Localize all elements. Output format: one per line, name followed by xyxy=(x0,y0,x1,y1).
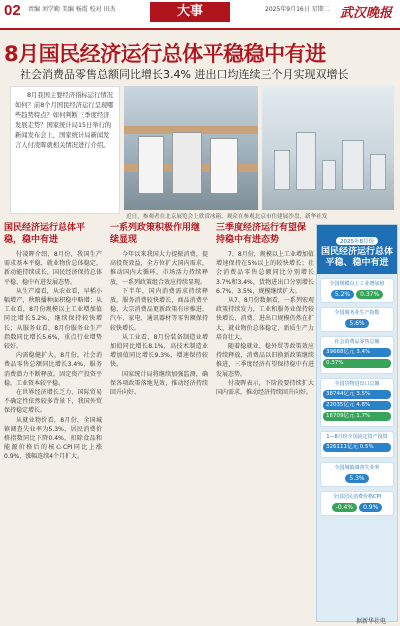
paragraph: 下半年，国内消费需求持续释放，服务消费较快增长，商品消费平稳，大宗消费品更新政策有序推进，汽车、家电、通讯器材等零售额保持较快增长。 xyxy=(110,287,208,332)
infographic-block-label: 全国服务业生产指数 xyxy=(334,310,380,316)
paragraph: 付凌晖表示，下阶段要持续扩大国内需求，推动经济持续回升向好。 xyxy=(216,379,314,397)
paragraph: 从生产端看，从农业看，早稻小幅增产，秋粮播种面积稳中略增；从工业看，8月份规模以上工业增加值同比增长5.2%，继续保持较快增长；从服务业看，8月份服务业生产指数同比增长5.6%，重点行业增势较好。 xyxy=(4,287,102,351)
page-number: 02 xyxy=(4,2,21,19)
infographic-value: 5.2% xyxy=(331,290,354,299)
infographic-block-label: 全国货物进出口总额 xyxy=(334,381,380,387)
infographic-value: -0.4% xyxy=(332,503,357,512)
intro-box xyxy=(10,86,120,214)
infographic-block-label: 社会消费品零售总额 xyxy=(334,339,380,345)
infographic-value-bar: 22035亿元 4.8% xyxy=(323,401,391,410)
infographic-block xyxy=(320,462,394,487)
paragraph: 7、8月份，规模以上工业增加值增速保持在5%以上的较快增长；社会消费品零售总额同比分别增长3.7%和3.4%，货物进出口分别增长6.7%、3.5%，规模继续扩大。 xyxy=(216,251,314,295)
paragraph: 从7、8月份数据看，一系列宏观政策持续发力，工业和服务业保持较快增长，消费、进出口规模仍然在扩大，就业物价总体稳定，新质生产力培育壮大。 xyxy=(216,297,314,341)
infographic-block-label: 1—8月份全国固定资产投资 xyxy=(326,434,388,440)
infographic-title: 国民经济运行总体平稳、稳中有进 xyxy=(320,247,393,268)
infographic-value: 0.9% xyxy=(359,503,382,512)
infographic-panel xyxy=(316,224,398,622)
section-label: 大事 xyxy=(150,2,230,22)
infographic-block xyxy=(320,278,394,303)
intro-text: 8月我国主要经济指标运行情况如何？前8个月国民经济运行呈现哪些趋势特点？如何判断三季度经济发展走势？国家统计局15日举行的新闻发布会上，国家统计局新闻发言人付凌晖就相关情况进行介绍。 xyxy=(15,92,114,149)
paragraph: 今年以来我国大力提振消费，提高投资效益，全方位扩大国内需求，推动国内大循环，市场活力持续释放，一系列政策组合效应持续显现。 xyxy=(110,251,208,286)
article-column-2 xyxy=(110,222,208,622)
photo-appliance-expo xyxy=(124,86,258,210)
masthead xyxy=(0,0,400,30)
infographic-block xyxy=(320,336,394,374)
infographic-blocks xyxy=(317,278,397,516)
infographic-value: 0.37% xyxy=(356,290,383,299)
infographic-block xyxy=(320,491,394,516)
issue-date: 2025年9月16日 星期二 xyxy=(265,6,330,13)
column-heading: 一系列政策积极作用继续显现 xyxy=(110,223,201,245)
subheadline: 社会消费品零售总额同比增长3.4% 进出口均连续三个月实现双增长 xyxy=(20,68,349,81)
infographic-value-bar: 326111亿元 0.5% xyxy=(323,443,391,452)
paragraph: 内需稳健扩大。8月份，社会消费品零售总额同比增长3.4%，服务消费潜力不断释放。固定资产投资平稳，工业资本较平稳。 xyxy=(4,352,102,387)
infographic-date: 2025年8月份 xyxy=(336,237,378,245)
infographic-value-bar: 16709亿元 1.7% xyxy=(323,412,391,421)
paragraph: 从就业物价看，8月份，全国城镇调查失业率为5.3%，居民消费价格指数同比下降0.4%，扣除食品和能源价格后的核心CPI同比上涨0.9%，涨幅连续4个月扩大。 xyxy=(4,416,102,461)
byline: 据新华社电 xyxy=(356,618,387,625)
paragraph: 付凌晖介绍，8月份，我国生产需求基本平稳，就业物价总体稳定，新动能持续成长，国民经济保持总体平稳、稳中有进发展态势。 xyxy=(4,251,102,286)
column-heading: 国民经济运行总体平稳，稳中有进 xyxy=(4,223,86,245)
headline: 8月国民经济运行总体平稳稳中有进 xyxy=(4,42,326,66)
photo-sandbox-model xyxy=(262,86,394,210)
infographic-value: 5.6% xyxy=(345,319,368,328)
infographic-value-bar: 39668亿元 3.4% xyxy=(323,348,391,357)
infographic-block xyxy=(320,431,394,458)
infographic-value-bar: 0.37% xyxy=(323,359,391,368)
column-heading: 三季度经济运行有望保持稳中有进态势 xyxy=(216,223,307,245)
infographic-value-bar: 38744亿元 3.5% xyxy=(323,390,391,399)
infographic-block-label: 全国城镇调查失业率 xyxy=(334,465,380,471)
article-column-1 xyxy=(4,222,102,622)
infographic-block xyxy=(320,378,394,427)
photo-caption: 近日，参观者在北京展览会上欣赏冰箱，观众在参观北京市住建展沙盘，新华社发 xyxy=(126,214,328,220)
infographic-block xyxy=(320,307,394,332)
article-column-3 xyxy=(216,222,314,622)
infographic-header xyxy=(317,225,397,274)
newspaper-logo: 武汉晚报 xyxy=(340,6,393,21)
paragraph: 在世界经济增长乏力、国际贸易不确定性依然较多背景下，我国外贸保持稳定增长。 xyxy=(4,389,102,415)
infographic-value: 5.3% xyxy=(345,474,368,483)
infographic-block-label: 全国居民消费价格CPI xyxy=(333,494,381,500)
paragraph: 国家统计局将继续加强监测，确保各项政策落地见效，推动经济持续回升向好。 xyxy=(110,370,208,397)
paragraph: 随着稳就业、稳外贸等政策效应持续释放，消费品以旧换新政策继续推进，三季度经济有望保持稳中有进发展态势。 xyxy=(216,343,314,378)
paragraph: 从工业看，8月份装备制造业增加值同比增长8.1%，高技术制造业增加值同比增长9.3%，增速保持较快。 xyxy=(110,333,208,369)
editor-credits: 责编 刘学勤 美编 杨霞 校对 田杰 xyxy=(28,6,116,13)
infographic-block-label: 全国规模以上工业增加值 xyxy=(329,281,385,287)
